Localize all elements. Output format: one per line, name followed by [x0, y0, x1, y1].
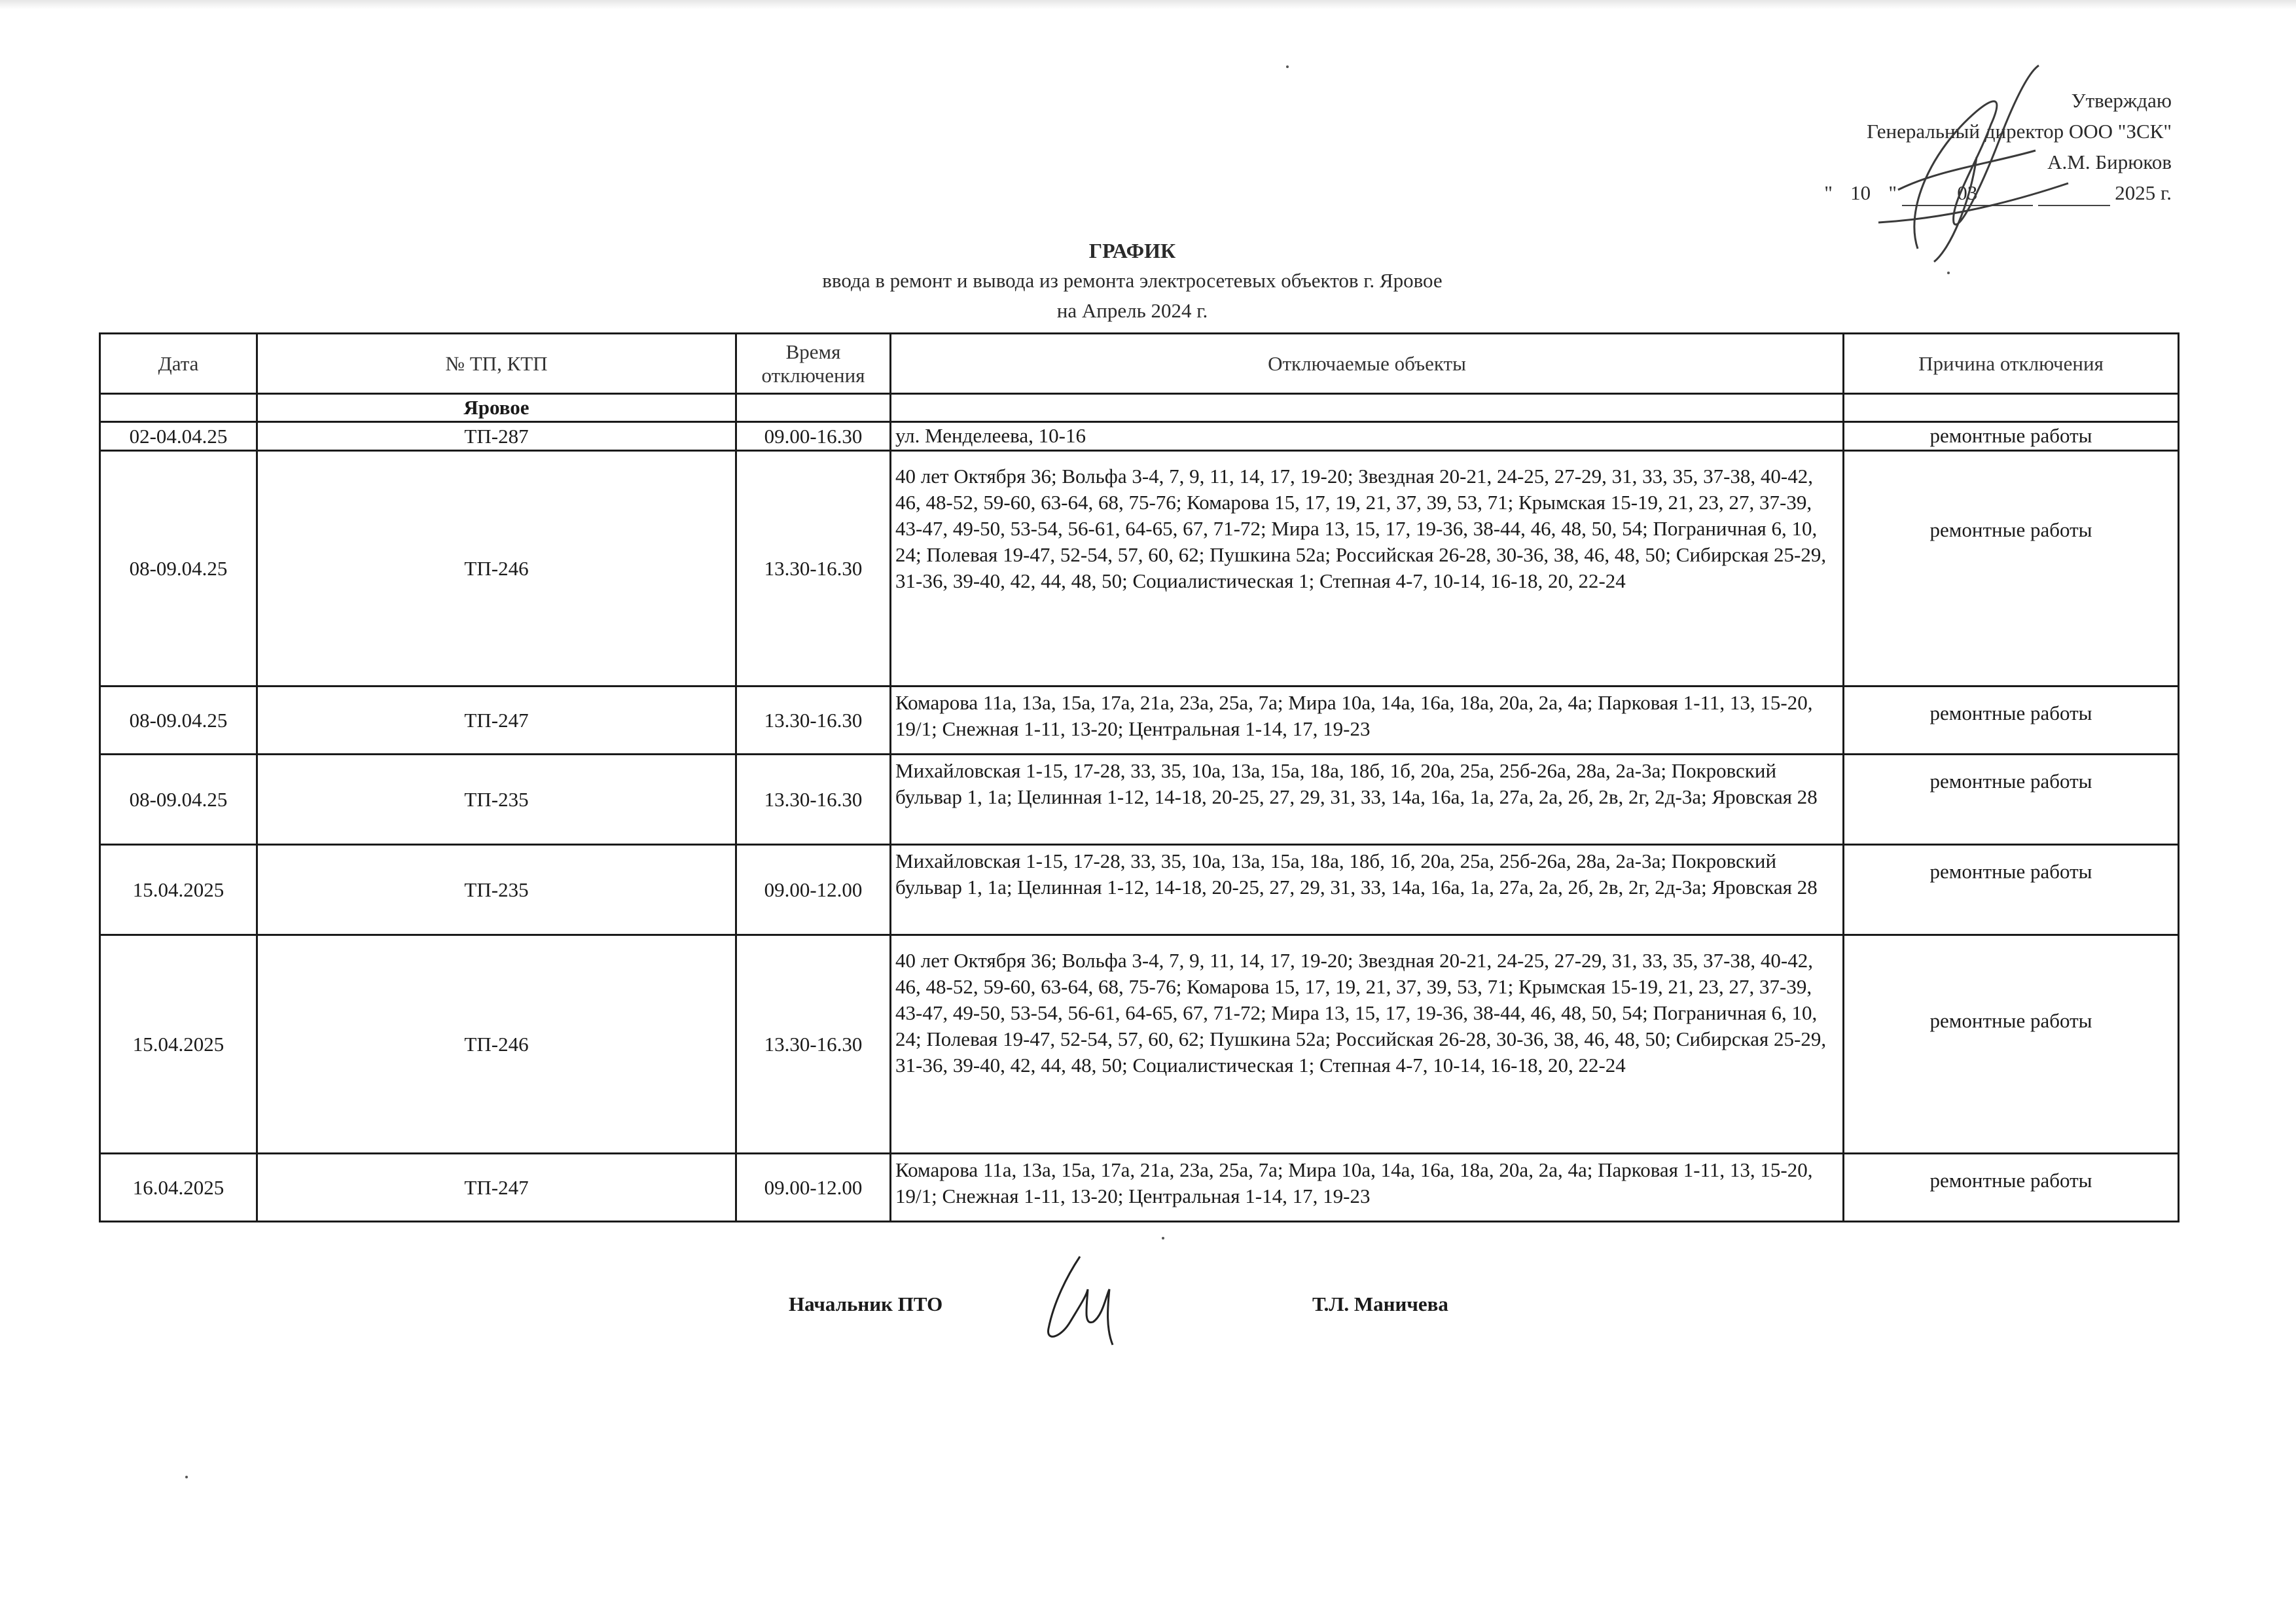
row-reason: ремонтные работы [1844, 755, 2179, 845]
row-tp: ТП-235 [257, 845, 736, 935]
pto-signature [1041, 1250, 1132, 1348]
header-date: Дата [100, 334, 257, 394]
row-objects: Михайловская 1-15, 17-28, 33, 35, 10а, 13а, 15а, 18а, 18б, 1б, 20а, 25а, 25б-26а, 28а, 2а-3а; Покровский бульвар 1, 1а; Целинная 1-12, 14-18, 20-25, 27, 29, 31, 33, 14а, 16а, 1а, 27а, 2а, 2б, 2в, 2г, 2д-3а; Яровская 28 [891, 755, 1844, 845]
table-row [100, 755, 2179, 845]
section-empty-cell [100, 394, 257, 422]
title-main: ГРАФИК [1088, 239, 1176, 262]
row-time: 09.00-12.00 [736, 1154, 891, 1222]
approval-line-3: А.М. Бирюков [2047, 151, 2172, 173]
table-row [100, 845, 2179, 935]
approval-date-quote-open: " [1824, 181, 1833, 204]
row-reason: ремонтные работы [1844, 422, 2179, 451]
scan-speck [1162, 1237, 1164, 1240]
row-reason: ремонтные работы [1844, 1154, 2179, 1222]
table-row [100, 687, 2179, 755]
row-time: 09.00-12.00 [736, 845, 891, 935]
scan-speck [1947, 272, 1950, 274]
row-tp: ТП-246 [257, 935, 736, 1154]
approval-line-1: Утверждаю [2071, 89, 2172, 112]
row-date: 08-09.04.25 [100, 451, 257, 687]
approval-date-year: 2025 г. [2115, 181, 2172, 204]
row-time: 13.30-16.30 [736, 935, 891, 1154]
row-objects: Комарова 11а, 13а, 15а, 17а, 21а, 23а, 25а, 7а; Мира 10а, 14а, 16а, 18а, 20а, 2а, 4а; Парковая 1-11, 13, 15-20, 19/1; Снежная 1-11, 13-20; Центральная 1-14, 17, 19-23 [891, 1154, 1844, 1222]
section-empty-cell [891, 394, 1844, 422]
director-signature [1820, 52, 2121, 268]
header-objects: Отключаемые объекты [891, 334, 1844, 394]
row-objects: Михайловская 1-15, 17-28, 33, 35, 10а, 13а, 15а, 18а, 18б, 1б, 20а, 25а, 25б-26а, 28а, 2а-3а; Покровский бульвар 1, 1а; Целинная 1-12, 14-18, 20-25, 27, 29, 31, 33, 14а, 16а, 1а, 27а, 2а, 2б, 2в, 2г, 2д-3а; Яровская 28 [891, 845, 1844, 935]
header-tp: № ТП, КТП [257, 334, 736, 394]
row-date: 08-09.04.25 [100, 687, 257, 755]
approval-date-day: 10 [1850, 181, 1871, 204]
row-tp: ТП-287 [257, 422, 736, 451]
row-reason: ремонтные работы [1844, 451, 2179, 687]
table-row [100, 422, 2179, 451]
header-reason: Причина отключения [1844, 334, 2179, 394]
table-row [100, 1154, 2179, 1222]
title-period: на Апрель 2024 г. [1056, 299, 1208, 322]
row-time: 13.30-16.30 [736, 687, 891, 755]
table-row [100, 935, 2179, 1154]
row-date: 08-09.04.25 [100, 755, 257, 845]
row-tp: ТП-246 [257, 451, 736, 687]
scan-speck [1286, 65, 1289, 68]
section-label: Яровое [257, 394, 736, 422]
row-date: 16.04.2025 [100, 1154, 257, 1222]
row-objects: 40 лет Октября 36; Вольфа 3-4, 7, 9, 11, 14, 17, 19-20; Звездная 20-21, 24-25, 27-29, 31, 33, 35, 37-38, 40-42, 46, 48-52, 59-60, 63-64, 68, 75-76; Комарова 15, 17, 19, 21, 37, 39, 53, 71; Крымская 15-19, 21, 23, 27, 37-39, 43-47, 49-50, 53-54, 56-61, 64-65, 67, 71-72; Мира 13, 15, 17, 19-36, 38-44, 46, 48, 50, 54; Пограничная 6, 10, 24; Полевая 19-47, 52-54, 57, 60, 62; Пушкина 52а; Российская 26-28, 30-36, 38, 46, 48, 50; Сибирская 25-29, 31-36, 39-40, 42, 44, 48, 50; Социалистическая 1; Степная 4-7, 10-14, 16-18, 20, 22-24 [891, 935, 1844, 1154]
section-empty-cell [1844, 394, 2179, 422]
approval-line-2: Генеральный директор ООО "ЗСК" [1867, 120, 2172, 143]
row-date: 15.04.2025 [100, 935, 257, 1154]
schedule-table [99, 332, 2179, 1222]
header-time: Время отключения [736, 334, 891, 394]
row-tp: ТП-247 [257, 687, 736, 755]
row-time: 09.00-16.30 [736, 422, 891, 451]
row-objects: 40 лет Октября 36; Вольфа 3-4, 7, 9, 11, 14, 17, 19-20; Звездная 20-21, 24-25, 27-29, 31, 33, 35, 37-38, 40-42, 46, 48-52, 59-60, 63-64, 68, 75-76; Комарова 15, 17, 19, 21, 37, 39, 53, 71; Крымская 15-19, 21, 23, 27, 37-39, 43-47, 49-50, 53-54, 56-61, 64-65, 67, 71-72; Мира 13, 15, 17, 19-36, 38-44, 46, 48, 50, 54; Пограничная 6, 10, 24; Полевая 19-47, 52-54, 57, 60, 62; Пушкина 52а; Российская 26-28, 30-36, 38, 46, 48, 50; Сибирская 25-29, 31-36, 39-40, 42, 44, 48, 50; Социалистическая 1; Степная 4-7, 10-14, 16-18, 20, 22-24 [891, 451, 1844, 687]
document-title [746, 236, 1518, 326]
section-empty-cell [736, 394, 891, 422]
signoff-name: Т.Л. Маничева [1312, 1293, 1448, 1315]
row-time: 13.30-16.30 [736, 755, 891, 845]
scan-speck [185, 1476, 188, 1478]
row-date: 15.04.2025 [100, 845, 257, 935]
approval-date-month: 03 [1902, 181, 2033, 206]
signoff-position: Начальник ПТО [789, 1293, 943, 1315]
title-subtitle: ввода в ремонт и вывода из ремонта электросетевых объектов г. Яровое [822, 269, 1443, 292]
table-header-row [100, 334, 2179, 394]
table-row [100, 451, 2179, 687]
row-objects: Комарова 11а, 13а, 15а, 17а, 21а, 23а, 25а, 7а; Мира 10а, 14а, 16а, 18а, 20а, 2а, 4а; Парковая 1-11, 13, 15-20, 19/1; Снежная 1-11, 13-20; Центральная 1-14, 17, 19-23 [891, 687, 1844, 755]
row-tp: ТП-235 [257, 755, 736, 845]
table-section-row [100, 394, 2179, 422]
row-reason: ремонтные работы [1844, 935, 2179, 1154]
row-tp: ТП-247 [257, 1154, 736, 1222]
row-time: 13.30-16.30 [736, 451, 891, 687]
approval-date-quote-close: " [1888, 181, 1897, 204]
row-reason: ремонтные работы [1844, 845, 2179, 935]
row-reason: ремонтные работы [1844, 687, 2179, 755]
row-date: 02-04.04.25 [100, 422, 257, 451]
scan-edge [0, 0, 2296, 9]
row-objects: ул. Менделеева, 10-16 [891, 422, 1844, 451]
